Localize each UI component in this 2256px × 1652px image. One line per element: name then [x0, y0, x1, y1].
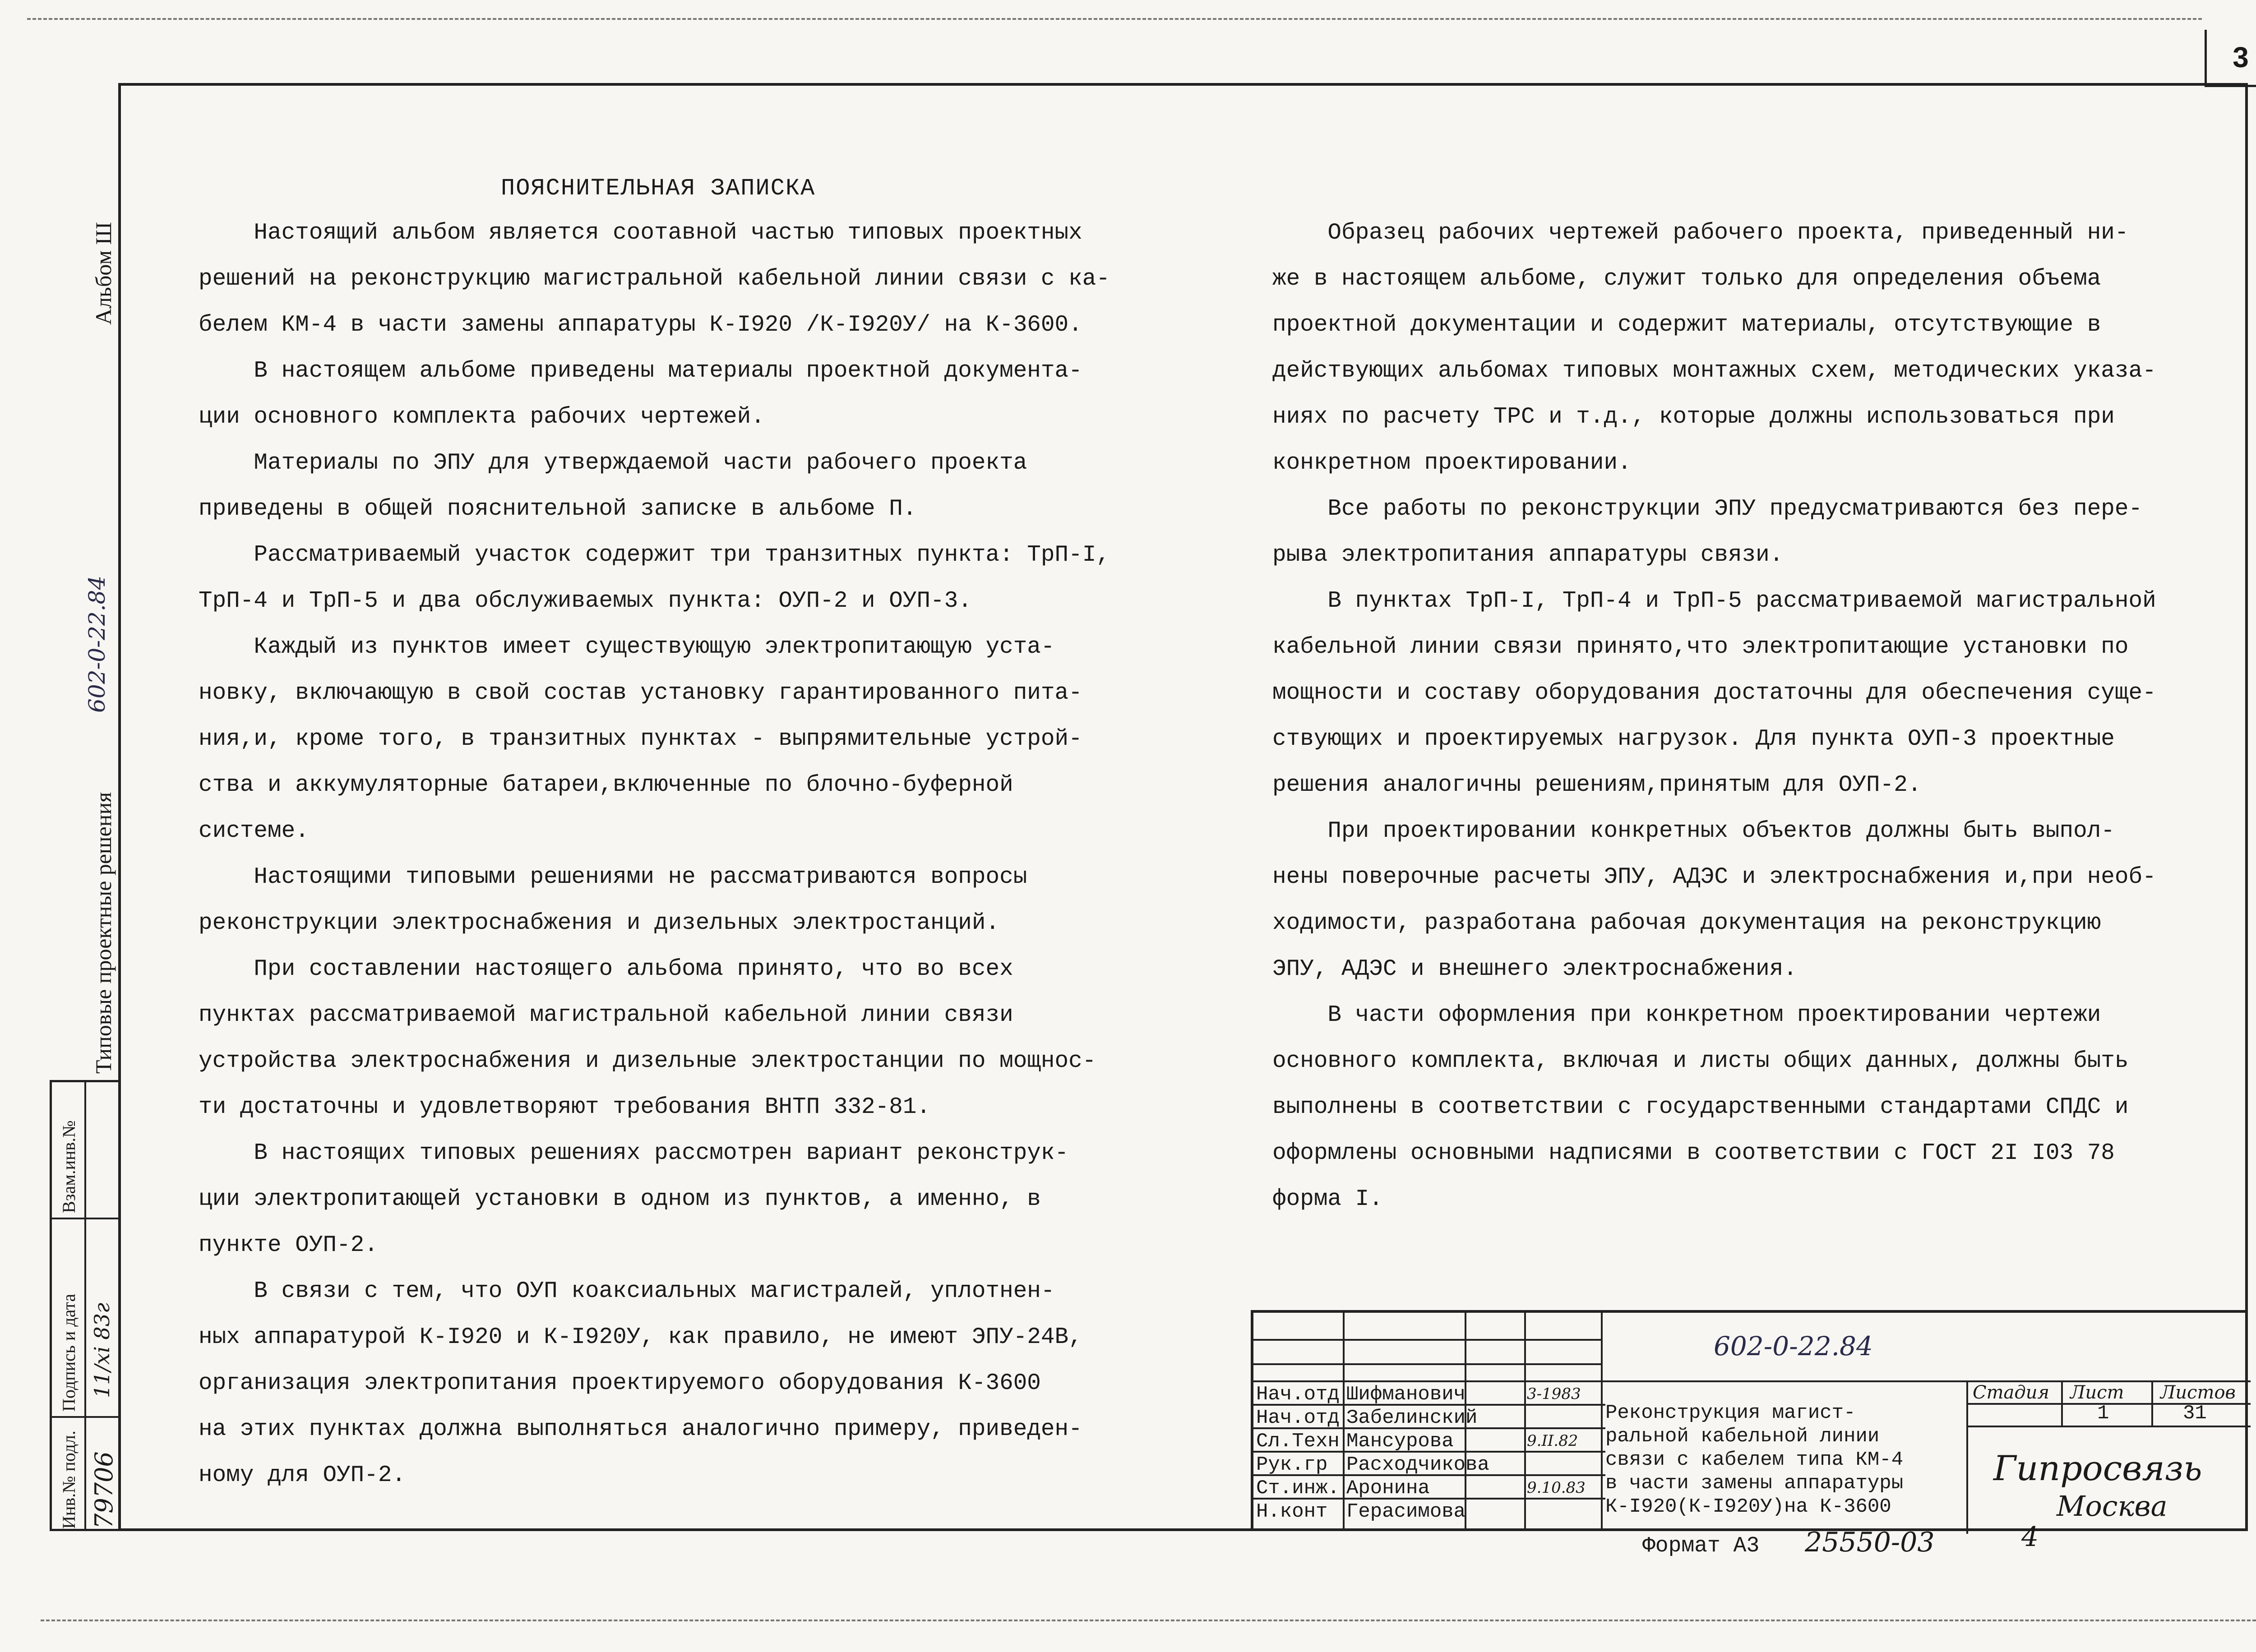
text-line: устройства электроснабжения и дизельные электростанции по мощнос- [199, 1048, 1096, 1074]
text-line: В настоящем альбоме приведены материалы проектной документа- [199, 358, 1082, 384]
drawing-title-line: в части замены аппаратуры [1605, 1472, 1904, 1495]
right-text-column [1272, 210, 2156, 1223]
text-line: на этих пунктах должна выполняться аналогично примеру, приведен- [199, 1417, 1082, 1442]
text-line: ствующих и проектируемых нагрузок. Для пункта ОУП-3 проектные [1272, 726, 2115, 752]
side-code-handwritten: 602-0-22.84 [84, 575, 110, 713]
drawing-title-line: ральной кабельной линии [1605, 1425, 1880, 1448]
text-line: ных аппаратурой К-I920 и К-I920У, как правило, не имеют ЭПУ-24В, [199, 1324, 1082, 1350]
drawing-title-line: связи с кабелем типа КМ-4 [1605, 1449, 1904, 1471]
swap-inv-label: Взам.инв.№ [59, 1120, 79, 1213]
tb-code: 602-0-22.84 [1714, 1331, 1873, 1361]
text-line: нены поверочные расчеты ЭПУ, АДЭС и электроснабжения и,при необ- [1272, 864, 2156, 890]
text-line: При составлении настоящего альбома принято, что во всех [199, 956, 1013, 982]
text-line: В пунктах ТрП-I, ТрП-4 и ТрП-5 рассматриваемой магистральной [1272, 588, 2156, 614]
text-line: Все работы по реконструкции ЭПУ предусматриваются без пере- [1272, 496, 2143, 522]
text-line: Образец рабочих чертежей рабочего проекта, приведенный ни- [1272, 220, 2129, 246]
tb-role: Нач.отд [1256, 1383, 1340, 1406]
text-line: реконструкции электроснабжения и дизельных электростанций. [199, 910, 1000, 936]
org-name: Гипросвязь [1993, 1448, 2202, 1488]
tb-name: Забелинский [1346, 1407, 1478, 1429]
text-line: Каждый из пунктов имеет существующую электропитающую уста- [199, 634, 1055, 660]
text-line: конкретном проектировании. [1272, 450, 1632, 476]
inv-value: 79706 [90, 1451, 118, 1529]
text-line: выполнены в соответствии с государственными стандартами СПДС и [1272, 1094, 2129, 1120]
tb-role: Сл.Техн [1256, 1430, 1340, 1453]
tb-row-sheet [1966, 1426, 2251, 1427]
text-line: Рассматриваемый участок содержит три транзитных пункта: ТрП-I, [199, 542, 1110, 568]
side-divider-2 [52, 1416, 118, 1418]
text-line: основного комплекта, включая и листы общих данных, должны быть [1272, 1048, 2129, 1074]
text-line: мощности и составу оборудования достаточны для обеспечения суще- [1272, 680, 2156, 706]
side-stamp-strip [50, 1080, 118, 1531]
text-line: ти достаточны и удовлетворяют требования ВНТП 332-81. [199, 1094, 931, 1120]
text-line: форма I. [1272, 1186, 1383, 1212]
tb-date: 9.10.83 [1527, 1479, 1586, 1497]
text-line: решения аналогичны решениям,принятым для ОУП-2. [1272, 772, 1922, 798]
text-line: кабельной линии связи принято,что электропитающие установки по [1272, 634, 2129, 660]
date-value: 11/xi 83г [90, 1302, 114, 1398]
text-line: ниях по расчету ТРС и т.д., которые должны использоваться при [1272, 404, 2115, 430]
tb-name: Аронина [1346, 1477, 1430, 1500]
text-line: рыва электропитания аппаратуры связи. [1272, 542, 1784, 568]
text-line: действующих альбомах типовых монтажных схем, методических указа- [1272, 358, 2156, 384]
text-line: белем КМ-4 в части замены аппаратуры К-I920 /К-I920У/ на К-3600. [199, 312, 1082, 338]
side-divider-vertical [84, 1082, 86, 1529]
inv-label: Инв.№ подл. [59, 1431, 79, 1529]
text-line: ТрП-4 и ТрП-5 и два обслуживаемых пункта: ОУП-2 и ОУП-3. [199, 588, 972, 614]
text-line: В части оформления при конкретном проектировании чертежи [1272, 1002, 2101, 1028]
archive-sheet: 4 [2021, 1521, 2039, 1553]
text-line: новку, включающую в свой состав установку гарантированного пита- [199, 680, 1082, 706]
text-line: системе. [199, 818, 309, 844]
text-line: Настоящими типовыми решениями не рассматриваются вопросы [199, 864, 1027, 890]
side-divider-1 [52, 1218, 118, 1219]
left-text-column [199, 210, 1110, 1499]
sheet-label: Лист [2070, 1382, 2124, 1403]
text-line: В связи с тем, что ОУП коаксиальных магистралей, уплотнен- [199, 1278, 1055, 1304]
text-line: ходимости, разработана рабочая документация на реконструкцию [1272, 910, 2101, 936]
text-line: проектной документации и содержит материалы, отсутствующие в [1272, 312, 2101, 338]
text-line: решений на реконструкцию магистральной кабельной линии связи с ка- [199, 266, 1110, 292]
tb-date: 9.II.82 [1527, 1432, 1578, 1450]
text-line: пунктах рассматриваемой магистральной кабельной линии связи [199, 1002, 1013, 1028]
org-city: Москва [2057, 1490, 2168, 1523]
tb-date: 3-1983 [1527, 1385, 1581, 1403]
tb-role: Н.конт [1256, 1500, 1328, 1523]
series-label: Типовые проектные решения [91, 792, 116, 1074]
text-line: Настоящий альбом является соотавной частью типовых проектных [199, 220, 1082, 246]
text-line: приведены в общей пояснительной записке в альбоме П. [199, 496, 917, 522]
text-line: ния,и, кроме того, в транзитных пунктах - выпрямительные устрой- [199, 726, 1082, 752]
tb-row-0 [1253, 1339, 1601, 1341]
text-line: оформлены основными надписями в соответствии с ГОСТ 2I I03 78 [1272, 1140, 2115, 1166]
drawing-title-line: Реконструкция магист- [1605, 1402, 1856, 1424]
text-line: ному для ОУП-2. [199, 1463, 406, 1488]
text-line: Материалы по ЭПУ для утверждаемой части рабочего проекта [199, 450, 1027, 476]
text-line: организация электропитания проектируемого оборудования К-3600 [199, 1371, 1041, 1396]
top-cut-line [27, 18, 2202, 20]
text-line: ства и аккумуляторные батареи,включенные по блочно-буферной [199, 772, 1013, 798]
archive-number: 25550-03 [1805, 1527, 1935, 1558]
text-line: При проектировании конкретных объектов должны быть выпол- [1272, 818, 2115, 844]
tb-name: Герасимова [1346, 1500, 1466, 1523]
text-line: ции электропитающей установки в одном из пунктов, а именно, в [199, 1186, 1041, 1212]
tb-role: Рук.гр [1256, 1454, 1328, 1476]
tb-name: Шифманович [1346, 1383, 1466, 1406]
document-title: ПОЯСНИТЕЛЬНАЯ ЗАПИСКА [501, 175, 816, 202]
album-label: Альбом Ш [91, 222, 116, 325]
tb-row-0b [1253, 1363, 1601, 1365]
text-line: В настоящих типовых решениях рассмотрен вариант реконструк- [199, 1140, 1069, 1166]
sheets-label: Листов [2160, 1382, 2236, 1403]
text-line: же в настоящем альбоме, служит только для определения объема [1272, 266, 2101, 292]
sheets-value: 31 [2183, 1402, 2207, 1425]
text-line: пункте ОУП-2. [199, 1232, 378, 1258]
tb-role: Нач.отд [1256, 1407, 1340, 1429]
stage-label: Стадия [1973, 1382, 2049, 1403]
tb-name: Мансурова [1346, 1430, 1454, 1453]
format-label: Формат А3 [1642, 1534, 1760, 1558]
sheet-value: 1 [2097, 1402, 2109, 1425]
tb-role: Ст.инж. [1256, 1477, 1340, 1500]
sign-date-label: Подпись и дата [59, 1293, 79, 1412]
bottom-cut-line [41, 1620, 2256, 1621]
drawing-title-line: К-I920(К-I920У)на К-3600 [1605, 1495, 1891, 1518]
sheet-number: 3 [2205, 30, 2256, 87]
title-block [1251, 1310, 2248, 1531]
text-line: ЭПУ, АДЭС и внешнего электроснабжения. [1272, 956, 1797, 982]
text-line: ции основного комплекта рабочих чертежей. [199, 404, 765, 430]
drawing-title [1605, 1401, 1903, 1518]
tb-name: Расходчикова [1346, 1454, 1489, 1476]
